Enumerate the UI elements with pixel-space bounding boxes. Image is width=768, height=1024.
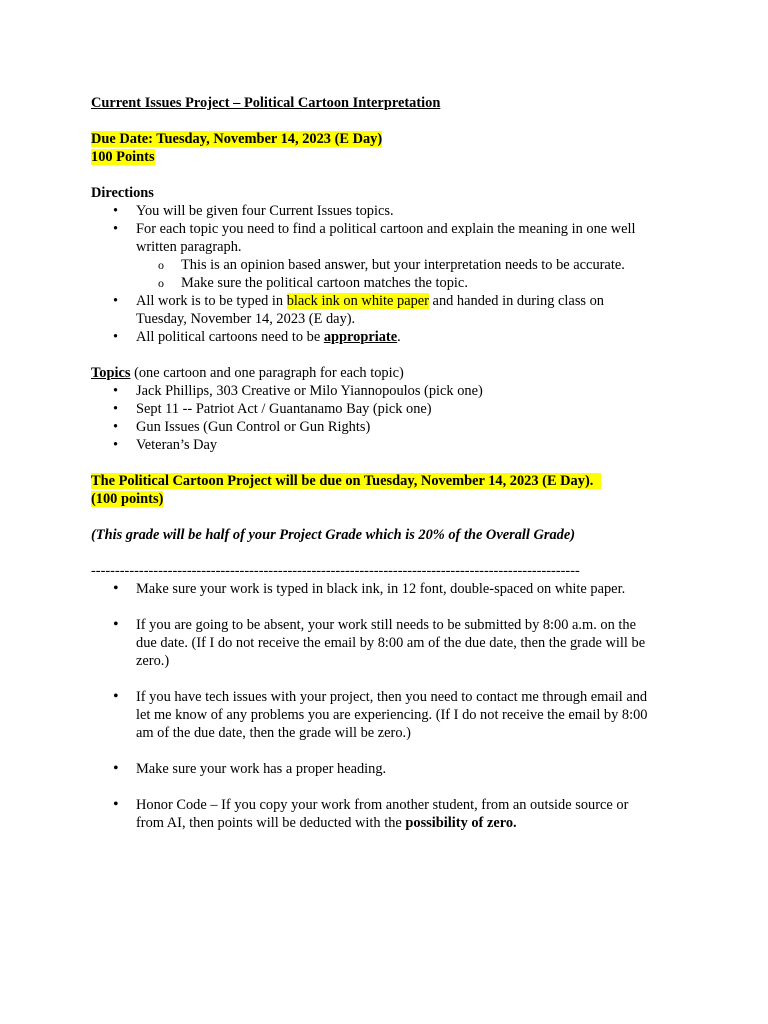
- highlighted-text: black ink on white paper: [286, 293, 429, 309]
- list-item: [91, 760, 691, 778]
- list-item: [91, 688, 691, 742]
- bullet-icon: •: [113, 616, 119, 633]
- list-item: [91, 418, 691, 436]
- bullet-icon: •: [113, 329, 119, 345]
- bullet-icon: •: [113, 221, 119, 237]
- topics-list: [91, 382, 691, 454]
- list-item-text: Honor Code – If you copy your work from another student, from an outside source or: [136, 797, 629, 813]
- emphasis-text: appropriate: [323, 329, 398, 345]
- bullet-icon: •: [113, 760, 119, 777]
- list-item-text: Tuesday, November 14, 2023 (E day).: [136, 311, 356, 327]
- list-item-text: You will be given four Current Issues topics.: [136, 203, 394, 219]
- bullet-icon: •: [113, 383, 119, 399]
- directions-heading: Directions: [91, 185, 154, 201]
- list-item-text: All work is to be typed in black ink on white paper and handed in during class on: [136, 293, 605, 309]
- list-item-text: Make sure your work has a proper heading.: [136, 761, 387, 777]
- reminder-points-text: (100 points): [91, 491, 164, 507]
- list-item: [91, 436, 691, 454]
- topics-note: (one cartoon and one paragraph for each topic): [130, 365, 404, 381]
- list-item-text: For each topic you need to find a political cartoon and explain the meaning in one well: [136, 221, 636, 237]
- sub-list-item-text: This is an opinion based answer, but your interpretation needs to be accurate.: [181, 257, 625, 273]
- sub-list: [136, 256, 691, 292]
- sub-list-item: [91, 274, 691, 292]
- bullet-icon: •: [113, 419, 119, 435]
- list-item: • All political cartoons need to be appropriate.: [113, 329, 401, 345]
- bullet-icon: •: [113, 293, 119, 309]
- document-title: Current Issues Project – Political Cartoon Interpretation: [91, 95, 441, 111]
- list-item: [91, 382, 691, 400]
- list-item-text: Jack Phillips, 303 Creative or Milo Yiannopoulos (pick one): [136, 383, 483, 399]
- reminder-text: The Political Cartoon Project will be due on Tuesday, November 14, 2023 (E Day).: [91, 473, 601, 489]
- list-item: [91, 580, 691, 598]
- bullet-icon: •: [113, 203, 119, 219]
- bullet-icon: •: [113, 401, 119, 417]
- grade-note: (This grade will be half of your Project Grade which is 20% of the Overall Grade): [91, 527, 576, 543]
- divider: ------------------------------------------------------------------------------------------------------: [91, 563, 580, 579]
- list-item-text: If you have tech issues with your project, then you need to contact me through email and: [136, 689, 648, 705]
- list-item: [91, 220, 691, 292]
- list-item-text: zero.): [136, 653, 170, 669]
- list-item: [91, 202, 691, 220]
- reminder-line: [91, 472, 691, 490]
- list-item: [91, 796, 691, 832]
- list-item-text: written paragraph.: [136, 239, 242, 255]
- points-text: 100 Points: [91, 149, 155, 165]
- sub-list-item: [91, 256, 691, 274]
- due-date-text: Due Date: Tuesday, November 14, 2023 (E Day): [91, 131, 383, 147]
- list-item-text: due date. (If I do not receive the email by 8:00 am of the due date, then the grade will be: [136, 635, 646, 651]
- list-item-text: Gun Issues (Gun Control or Gun Rights): [136, 419, 371, 435]
- list-item: [91, 292, 691, 328]
- list-item-text: Make sure your work is typed in black ink, in 12 font, double-spaced on white paper.: [136, 581, 626, 597]
- directions-list: [91, 202, 691, 346]
- bullet-icon: •: [113, 796, 119, 813]
- list-item-text: Veteran’s Day: [136, 437, 218, 453]
- topics-heading-line: [91, 364, 691, 382]
- bullet-icon: •: [113, 688, 119, 705]
- points-line: [91, 148, 691, 166]
- bullet-icon: •: [113, 437, 119, 453]
- list-item-text: If you are going to be absent, your work still needs to be submitted by 8:00 a.m. on the: [136, 617, 636, 633]
- due-date-line: [91, 130, 691, 148]
- notes-list: [91, 580, 691, 832]
- emphasis-text: possibility of zero.: [405, 815, 517, 831]
- list-item: [91, 400, 691, 418]
- circle-bullet-icon: o: [158, 258, 164, 272]
- list-item-text: let me know of any problems you are experiencing. (If I do not receive the email by 8:00: [136, 707, 648, 723]
- topics-heading: Topics: [91, 365, 131, 381]
- list-item-text: from AI, then points will be deducted with the possibility of zero.: [136, 815, 517, 831]
- list-item-text: Sept 11 -- Patriot Act / Guantanamo Bay (pick one): [136, 401, 432, 417]
- sub-list-item-text: Make sure the political cartoon matches the topic.: [181, 275, 468, 291]
- reminder-points-line: [91, 490, 691, 508]
- circle-bullet-icon: o: [158, 276, 164, 290]
- list-item-text: am of the due date, then the grade will be zero.): [136, 725, 411, 741]
- bullet-icon: •: [113, 580, 119, 597]
- list-item: [91, 616, 691, 670]
- document-body: [91, 94, 691, 850]
